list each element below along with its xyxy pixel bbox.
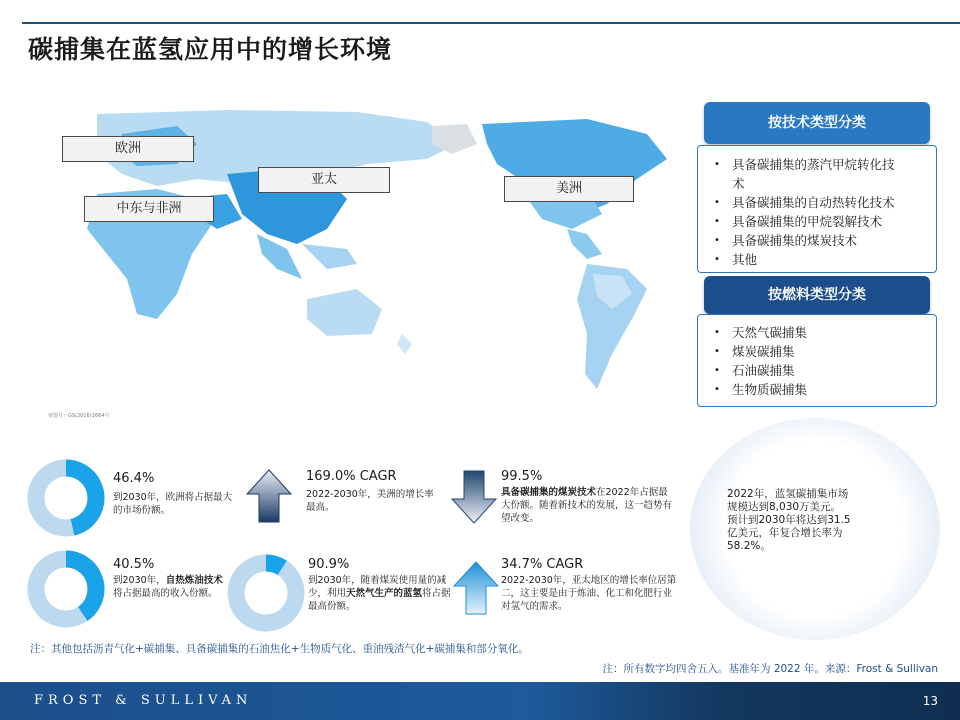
natural-gas-share-desc-pre: 到2030年，随着煤炭使用量的减少，利用	[308, 575, 447, 599]
up-arrow-icon	[452, 560, 500, 616]
map-label-middle-east-africa: 中东与非洲	[84, 196, 214, 222]
fuel-type-header: 按燃料类型分类	[704, 276, 930, 314]
page-title: 碳捕集在蓝氢应用中的增长环境	[28, 35, 393, 64]
page-number: 13	[922, 694, 938, 708]
donut-track	[236, 563, 296, 623]
mea-share-desc	[113, 574, 225, 600]
fuel-type-list	[697, 314, 937, 407]
europe-share-value: 46.4%	[113, 471, 155, 486]
map-label-asia-pacific: 亚太	[258, 167, 390, 193]
asia-cagr-desc: 2022-2030年，亚太地区的增长率位居第二，这主要是由于炼油、化工和化肥行业对氢气的需求。	[501, 575, 677, 612]
title-rule	[22, 22, 960, 24]
list-item: • 石油碳捕集	[712, 361, 930, 380]
natural-gas-share-donut	[226, 553, 306, 633]
natural-gas-share-desc-text: 将占据最高份额。	[308, 588, 451, 612]
footnote-source: 注：所有数字均四舍五入。基准年为 2022 年。来源：Frost & Sullivan	[602, 663, 938, 675]
tech-type-header: 按技术类型分类	[704, 102, 930, 144]
americas-cagr-desc: 2022-2030年，美洲的增长率最高。	[306, 489, 434, 513]
coal-share-desc-text: 在2022年占据最大份额。随着新技术的发展，这一趋势有望改变。	[501, 487, 673, 524]
mea-share-donut	[26, 549, 106, 629]
list-item: • 具备碳捕集的自动热转化技术	[712, 193, 930, 212]
europe-share-desc: 到2030年，欧洲将占据最大的市场份额。	[113, 492, 233, 516]
mea-share-desc-text: 将占据最高的收入份额。	[113, 588, 218, 599]
natural-gas-share-value: 90.9%	[308, 557, 350, 572]
map-label-europe: 欧洲	[62, 136, 194, 162]
mea-share-desc-pre: 到2030年，	[113, 575, 166, 586]
tech-type-list	[697, 145, 937, 273]
list-item: • 天然气碳捕集	[712, 323, 930, 342]
europe-share-donut	[26, 458, 106, 538]
up-arrow-icon	[245, 468, 293, 524]
americas-cagr-value: 169.0% CAGR	[306, 469, 397, 484]
asia-cagr-value: 34.7% CAGR	[501, 557, 584, 572]
footnote-others: 注：其他包括沥青气化+碳捕集、具备碳捕集的石油焦化+生物质气化、重油残渣气化+碳捕集和部分氧化。	[30, 643, 529, 655]
coal-share-desc	[501, 486, 673, 525]
list-item: • 具备碳捕集的蒸汽甲烷转化技术	[712, 155, 898, 193]
list-item: • 具备碳捕集的煤炭技术	[712, 231, 930, 250]
list-item: • 生物质碳捕集	[712, 380, 930, 399]
mea-share-value: 40.5%	[113, 557, 155, 572]
coal-share-value: 99.5%	[501, 469, 543, 484]
market-size-text: 2022年，蓝氢碳捕集市场规模达到8,030万美元。预计到2030年将达到31.5亿美元，年复合增长率为58.2%。	[727, 488, 851, 552]
list-item: • 其他	[712, 250, 930, 269]
natural-gas-share-desc-bold: 天然气生产的蓝氢	[346, 588, 423, 599]
list-item: • 具备碳捕集的甲烷裂解技术	[712, 212, 930, 231]
map-label-americas: 美洲	[504, 176, 634, 202]
down-arrow-icon	[450, 469, 498, 525]
natural-gas-share-desc	[308, 574, 454, 613]
mea-share-desc-bold: 自热炼油技术	[165, 575, 223, 586]
map-approval-note: 审图号：GS(2016)1664号	[48, 413, 110, 419]
world-map	[27, 104, 682, 410]
list-item: • 煤炭碳捕集	[712, 342, 930, 361]
coal-share-desc-bold: 具备碳捕集的煤炭技术	[501, 487, 597, 498]
frost-sullivan-logo: FROST & SULLIVAN	[34, 693, 253, 708]
